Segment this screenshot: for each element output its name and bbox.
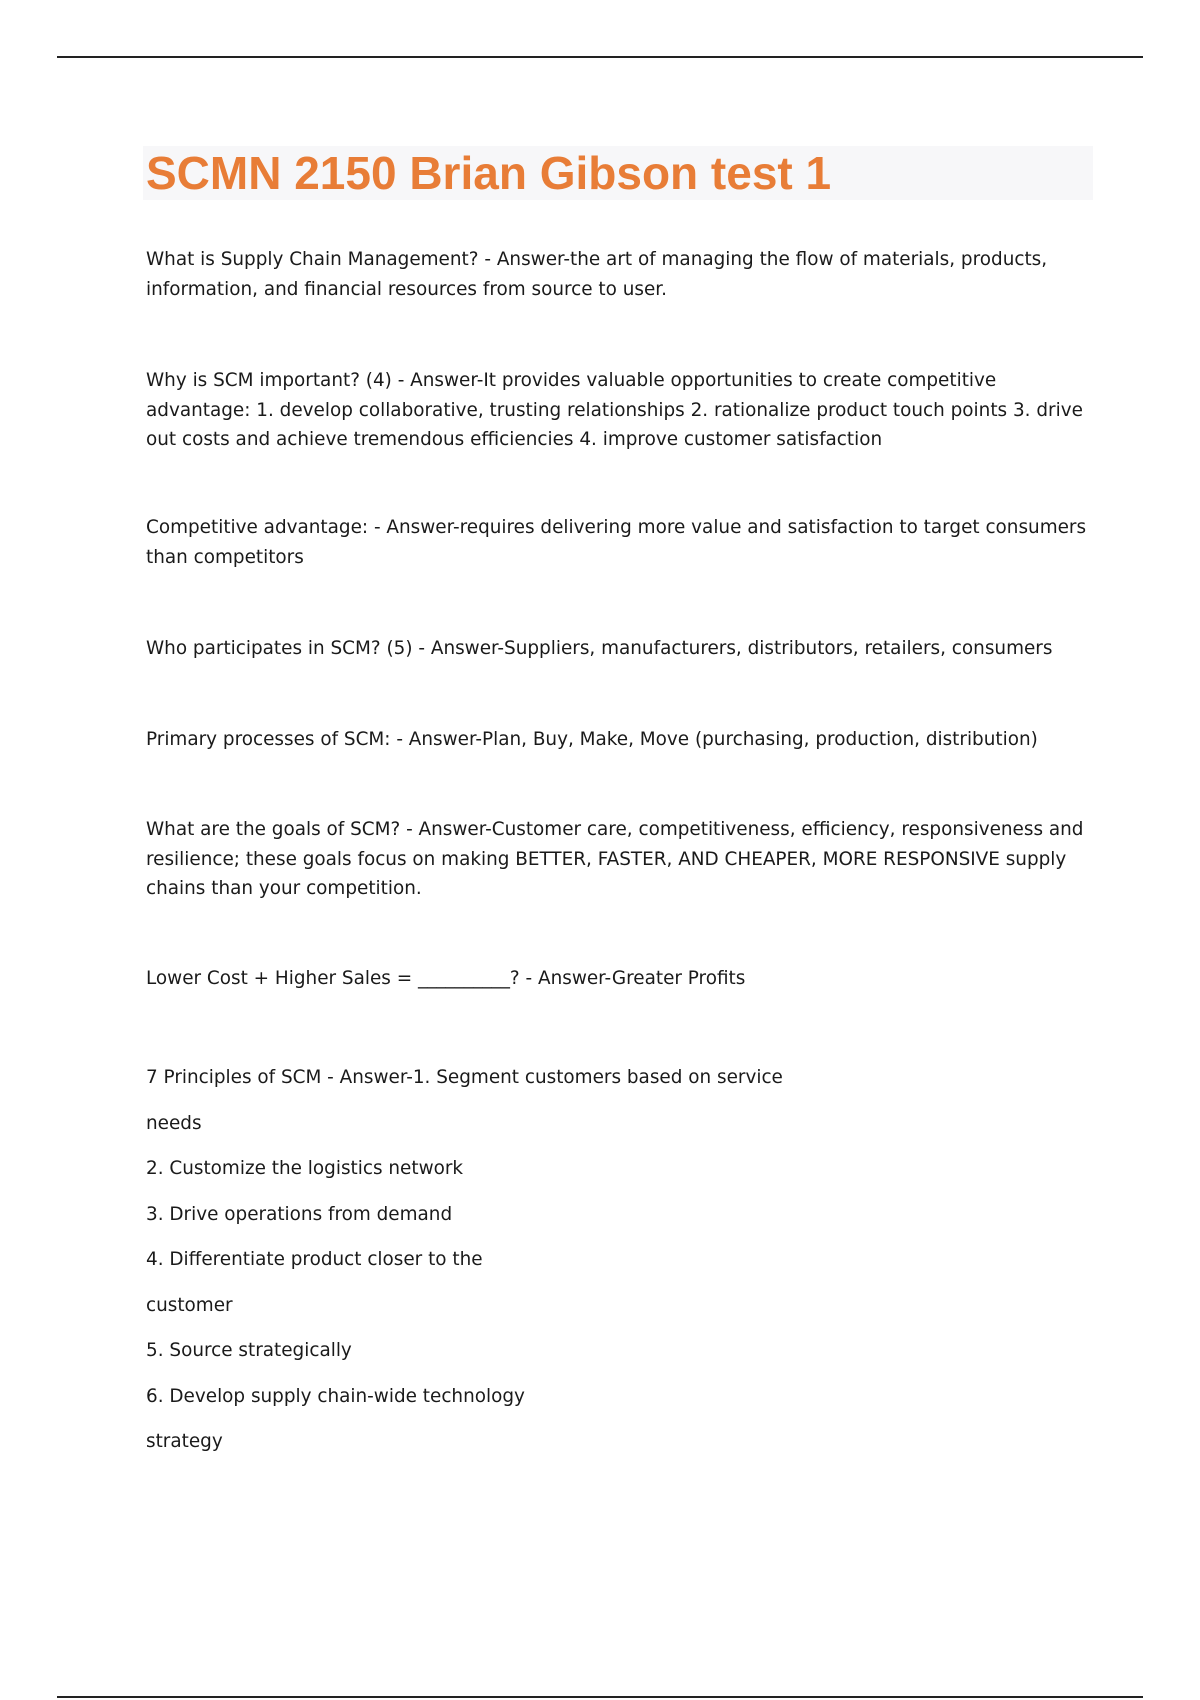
- principles-line: 5. Source strategically: [146, 1340, 352, 1361]
- principles-line: needs: [146, 1112, 202, 1134]
- qa-paragraph-why-scm-important: Why is SCM important? (4) - Answer-It provides valuable opportunities to create competitive advantage: 1. develop collaborative, trusting relationships 2. rationalize product touch points 3. drive out costs and achieve tremendous efficiencies 4. improve customer satisfaction: [146, 370, 1083, 450]
- qa-paragraph-competitive-advantage: Competitive advantage: - Answer-requires delivering more value and satisfaction to target consumers than competitors: [146, 517, 1087, 568]
- principles-line: strategy: [146, 1431, 223, 1452]
- qa-paragraph-supply-chain-management: What is Supply Chain Management? - Answer-the art of managing the flow of materials, products, information, and financial resources from source to user.: [146, 249, 1048, 300]
- footer-rule: [57, 1696, 1143, 1698]
- header-rule: [57, 56, 1143, 58]
- principles-line: 6. Develop supply chain-wide technology: [146, 1385, 525, 1407]
- principles-line: 3. Drive operations from demand: [146, 1203, 453, 1225]
- principles-line: 7 Principles of SCM - Answer-1. Segment customers based on service: [146, 1067, 783, 1088]
- qa-paragraph-profits: Lower Cost + Higher Sales = __________? - Answer-Greater Profits: [146, 968, 746, 989]
- principles-line: 4. Differentiate product closer to the: [146, 1249, 483, 1270]
- principles-line: customer: [146, 1294, 233, 1316]
- qa-paragraph-goals: What are the goals of SCM? - Answer-Customer care, competitiveness, efficiency, responsiveness and resilience; these goals focus on making BETTER, FASTER, AND CHEAPER, MORE RESPONSIVE supply chains than your competition.: [146, 819, 1084, 899]
- qa-paragraph-participants: Who participates in SCM? (5) - Answer-Suppliers, manufacturers, distributors, retailers, consumers: [146, 638, 1053, 659]
- principles-line: 2. Customize the logistics network: [146, 1158, 464, 1179]
- document-title: SCMN 2150 Brian Gibson test 1: [146, 147, 832, 199]
- qa-paragraph-primary-processes: Primary processes of SCM: - Answer-Plan, Buy, Make, Move (purchasing, production, distribution): [146, 729, 1038, 750]
- principles-list: [146, 1055, 1096, 1465]
